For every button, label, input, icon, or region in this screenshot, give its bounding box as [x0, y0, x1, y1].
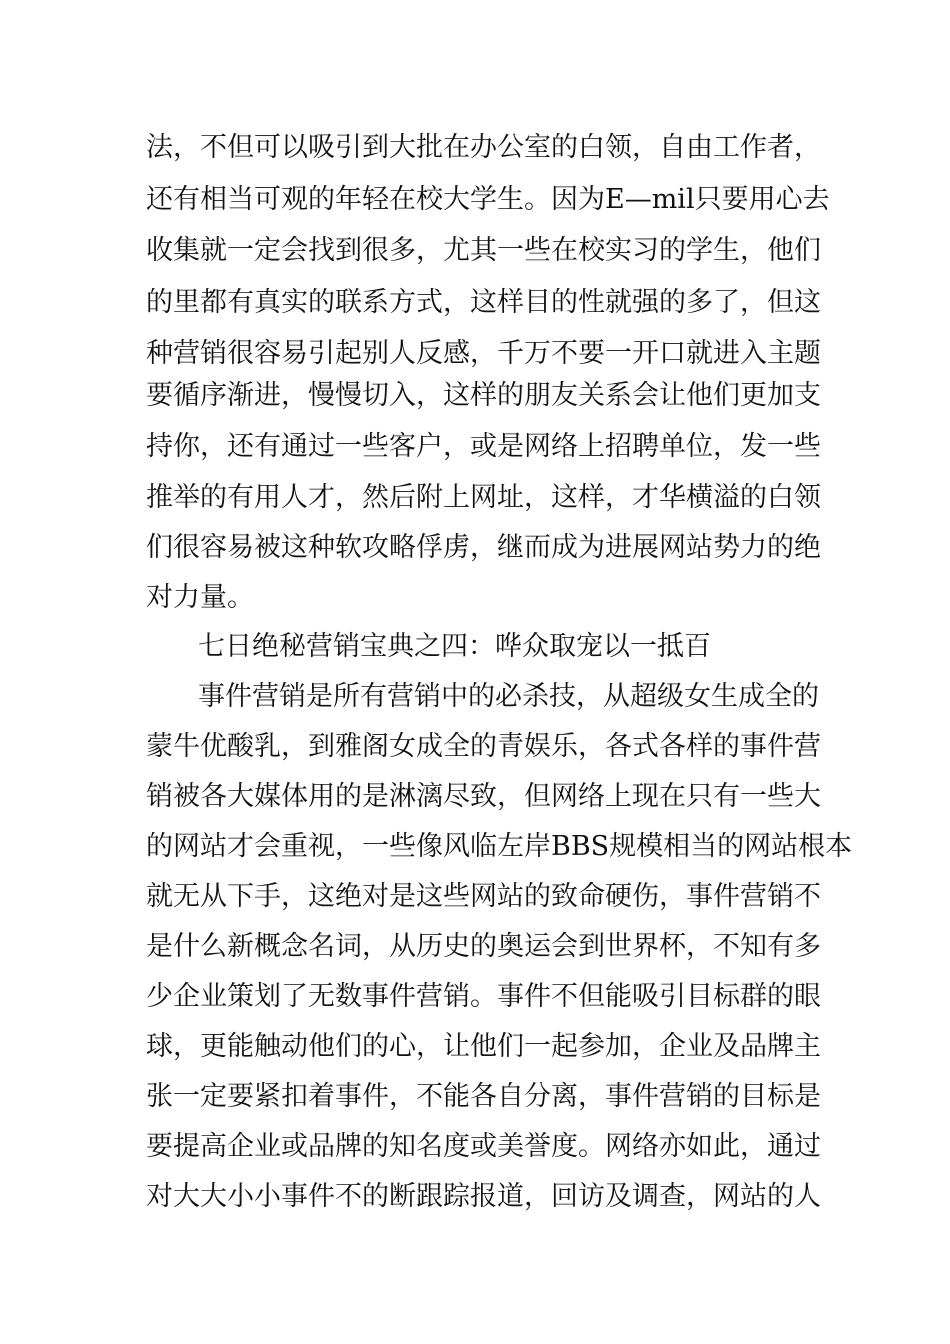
paragraph-2-line-5: 就无从下手，这绝对是这些网站的致命硬伤，事件营销不	[146, 881, 821, 912]
paragraph-1-line-6: 要循序渐进，慢慢切入，这样的朋友关系会让他们更加支	[146, 380, 821, 411]
paragraph-2-line-9: 张一定要紧扣着事件，不能各自分离，事件营销的目标是	[146, 1081, 821, 1112]
section-heading: 七日绝秘营销宝典之四：哗众取宠以一抵百	[198, 631, 711, 662]
paragraph-1-line-4: 的里都有真实的联系方式，这样目的性就强的多了，但这	[146, 287, 821, 318]
paragraph-2-line-3: 销被各大媒体用的是淋漓尽致，但网络上现在只有一些大	[146, 781, 821, 812]
paragraph-2-line-8: 球，更能触动他们的心，让他们一起参加，企业及品牌主	[146, 1031, 821, 1062]
paragraph-2-line-10: 要提高企业或品牌的知名度或美誉度。网络亦如此，通过	[146, 1131, 821, 1162]
paragraph-1-line-5: 种营销很容易引起别人反感，千万不要一开口就进入主题	[146, 338, 821, 369]
paragraph-2-line-11: 对大大小小事件不的断跟踪报道，回访及调查，网站的人	[146, 1181, 821, 1212]
paragraph-2-line-1: 事件营销是所有营销中的必杀技，从超级女生成全的	[198, 681, 819, 712]
paragraph-2-line-4: 的网站才会重视，一些像风临左岸BBS规模相当的网站根本	[146, 831, 853, 862]
paragraph-1-line-7: 持你，还有通过一些客户，或是网络上招聘单位，发一些	[146, 431, 821, 462]
paragraph-1-line-1: 法，不但可以吸引到大批在办公室的白领，自由工作者，	[146, 132, 821, 163]
paragraph-2-line-6: 是什么新概念名词，从历史的奥运会到世界杯，不知有多	[146, 931, 821, 962]
paragraph-1-line-8: 推举的有用人才，然后附上网址，这样，才华横溢的白领	[146, 482, 821, 513]
paragraph-1-line-9: 们很容易被这种软攻略俘虏，继而成为进展网站势力的绝	[146, 532, 821, 563]
paragraph-2-line-2: 蒙牛优酸乳，到雅阁女成全的青娱乐，各式各样的事件营	[146, 731, 821, 762]
paragraph-2-line-7: 少企业策划了无数事件营销。事件不但能吸引目标群的眼	[146, 981, 821, 1012]
paragraph-1-line-10: 对力量。	[146, 582, 254, 613]
paragraph-1-line-3: 收集就一定会找到很多，尤其一些在校实习的学生，他们	[146, 235, 821, 266]
paragraph-1-line-2: 还有相当可观的年轻在校大学生。因为E—mil只要用心去	[146, 184, 830, 215]
